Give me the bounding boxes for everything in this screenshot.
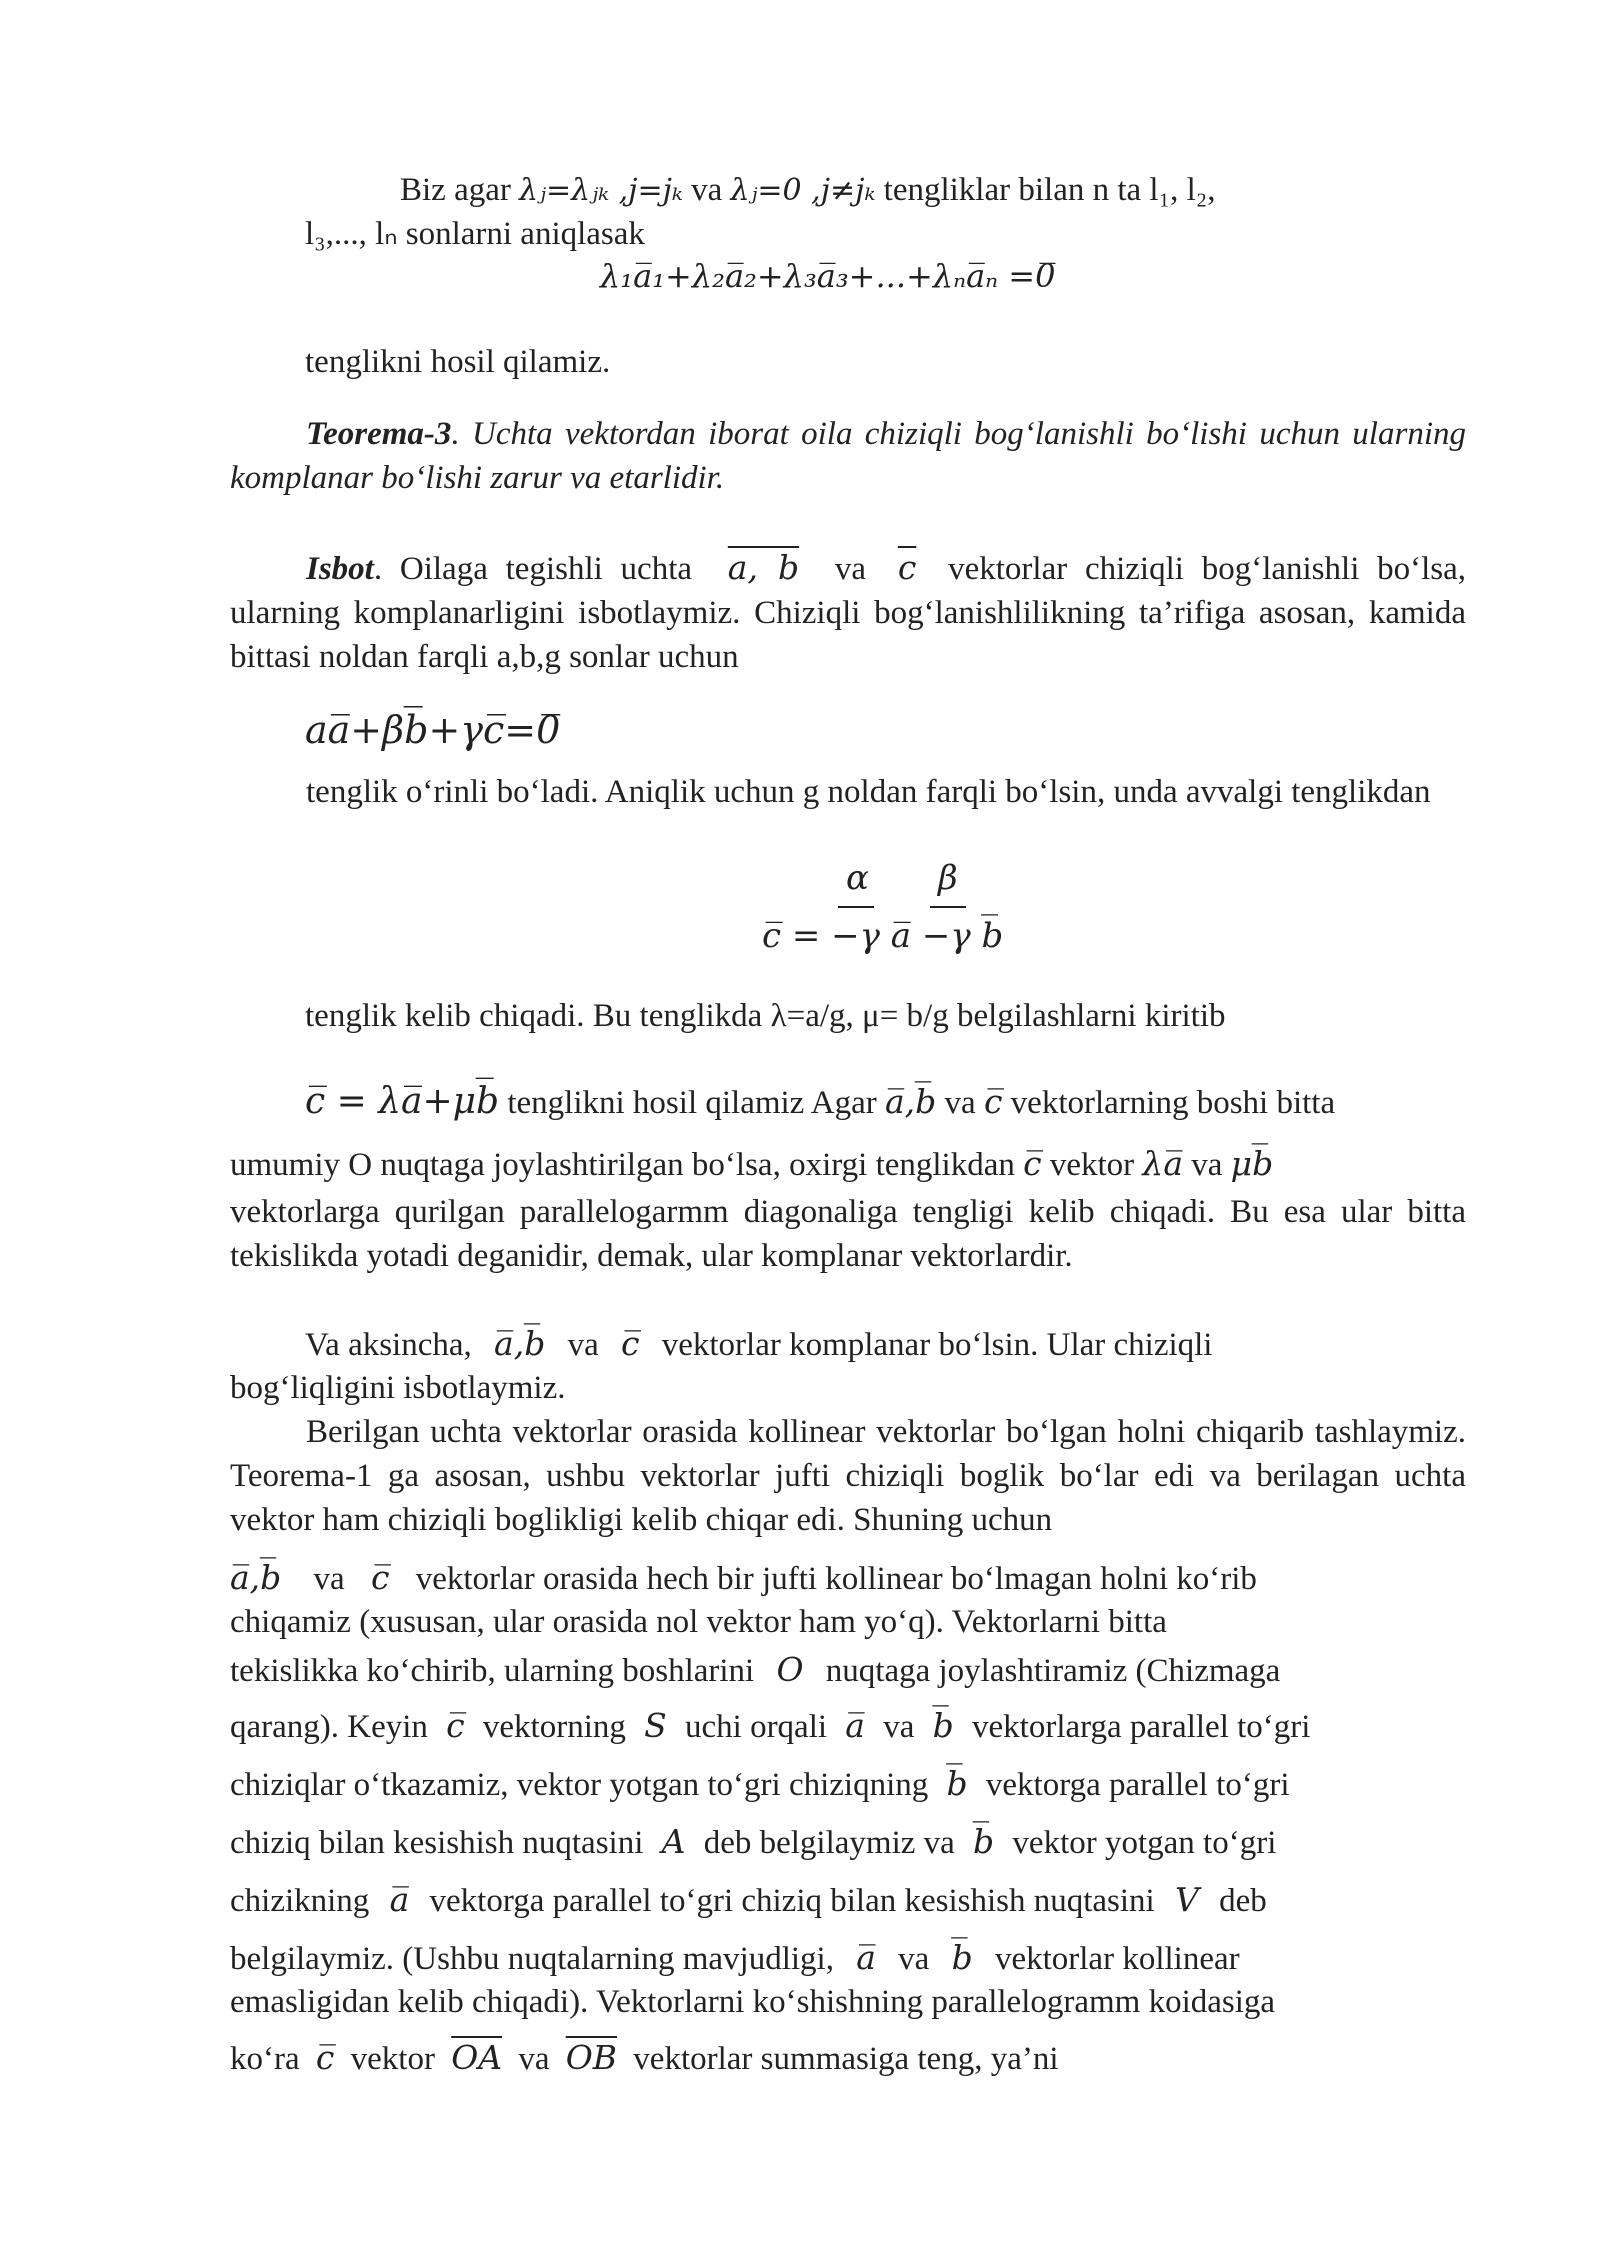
frac-bar-2 bbox=[930, 906, 966, 908]
frac-alpha: α bbox=[846, 858, 869, 898]
converse-p2: Berilgan uchta vektorlar orasida kollinear vektorlar bo‘lgan holni chiqarib tashlaymiz. Teorema-1 ga asosan, ushbu vektorlar jufti chiziqli boglik bo‘lar edi va berilagan uchta vektor ham chiziqli boglikligi kelib chiqar edi. Shuning uchun bbox=[230, 1414, 1466, 1538]
converse-line2: bog‘liqligini isbotlaymiz. bbox=[230, 1370, 566, 1406]
converse-l6: chiziq bilan kesishish nuqtasini A deb belgilaymiz va b̅ vektor yotgan to‘gri bbox=[230, 1822, 1277, 1861]
proof-s3: tenglik kelib chiqadi. Bu tenglikda λ=a/g, μ= b/g belgilashlarni kiritib bbox=[305, 998, 1226, 1034]
theorem-3: Teorema-3. Uchta vektordan iborat oila chiziqli bog‘lanishli bo‘lishi uchun ularning komplanar bo‘lishi zarur va etarlidir. bbox=[230, 416, 1466, 496]
proof-s6: vektorlarga qurilgan parallelogarmm diagonaliga tengligi kelib chiqadi. Bu esa ular bitta tekislikda yotadi deganidir, demak, ular komplanar vektorlardir. bbox=[230, 1194, 1466, 1274]
p1-line2: l₃,..., lₙ sonlarni aniqlasak bbox=[305, 216, 645, 252]
converse-l5: chiziqlar o‘tkazamiz, vektor yotgan to‘gri chiziqning b̅ vektorga parallel to‘gri bbox=[230, 1764, 1290, 1803]
converse-line1: Va aksincha, a̅,b̅ va c̅ vektorlar komplanar bo‘lsin. Ular chiziqli bbox=[305, 1324, 1213, 1363]
converse-l9: emasligidan kelib chiqadi). Vektorlarni ko‘shishning parallelogramm koidasiga bbox=[230, 1984, 1276, 2020]
converse-l4: qarang). Keyin c̅ vektorning S uchi orqali a̅ va b̅ vektorlarga parallel to‘gri bbox=[230, 1706, 1311, 1745]
converse-l7: chizikning a̅ vektorga parallel to‘gri chiziq bilan kesishish nuqtasini V deb bbox=[230, 1880, 1267, 1919]
converse-l8: belgilaymiz. (Ushbu nuqtalarning mavjudligi, a̅ va b̅ vektorlar kollinear bbox=[230, 1938, 1240, 1977]
proof-s2: tenglik o‘rinli bo‘ladi. Aniqlik uchun g noldan farqli bo‘lsin, unda avvalgi tenglikdan bbox=[306, 774, 1431, 810]
formula-c: c̅ = −γ a̅ −γ b̅ bbox=[762, 916, 1004, 956]
converse-l2: chiqamiz (xususan, ular orasida nol vektor ham yo‘q). Vektorlarni bitta bbox=[230, 1604, 1167, 1640]
proof-paragraph: Isbot. Oilaga tegishli uchta a, b va $\overline{c}$ vektorlar chiziqli bog‘lanishli bo‘lsa, ularning komplanarligini isbotlaymiz. Chiziqli bog‘lanishlilikning ta’rifiga asosan, kamida bittasi noldan farqli a,b,g sonlar uchun bbox=[230, 548, 1467, 675]
p1-after: tenglikni hosil qilamiz. bbox=[305, 344, 611, 380]
formula-sum: λ₁a̅₁+λ₂a̅₂+λ₃a̅₃+...+λₙa̅ₙ =0̅ bbox=[600, 257, 1056, 295]
converse-l1: a̅,b̅ va c̅ vektorlar orasida hech bir jufti kollinear bo‘lmagan holni ko‘rib bbox=[230, 1558, 1257, 1597]
frac-bar-1 bbox=[838, 906, 874, 908]
converse-l3: tekislikka ko‘chirib, ularning boshlarini O nuqtaga joylashtiramiz (Chizmaga bbox=[230, 1650, 1281, 1689]
proof-s4: c̅ = λa̅+μb̅ tenglikni hosil qilamiz Agar a̅,b̅ va c̅ vektorlarning boshi bitta bbox=[305, 1081, 1336, 1122]
converse-l10: ko‘ra c̅ vektor $\overline{OA}$ va $\overline{OB}$ vektorlar summasiga teng, ya’ni bbox=[230, 2038, 1059, 2077]
formula-combination: aa̅+βb̅+γc̅=0̅ bbox=[305, 708, 561, 752]
proof-s5: umumiy O nuqtaga joylashtirilgan bo‘lsa, oxirgi tenglikdan c̅ vektor λa̅ va μb̅ bbox=[230, 1144, 1274, 1183]
frac-beta: β bbox=[938, 858, 958, 898]
p1-line1: Biz agar λⱼ=λⱼₖ ,j=jₖ va λⱼ=0 ,j≠jₖ tengliklar bilan n ta l₁, l₂, bbox=[400, 172, 1216, 208]
